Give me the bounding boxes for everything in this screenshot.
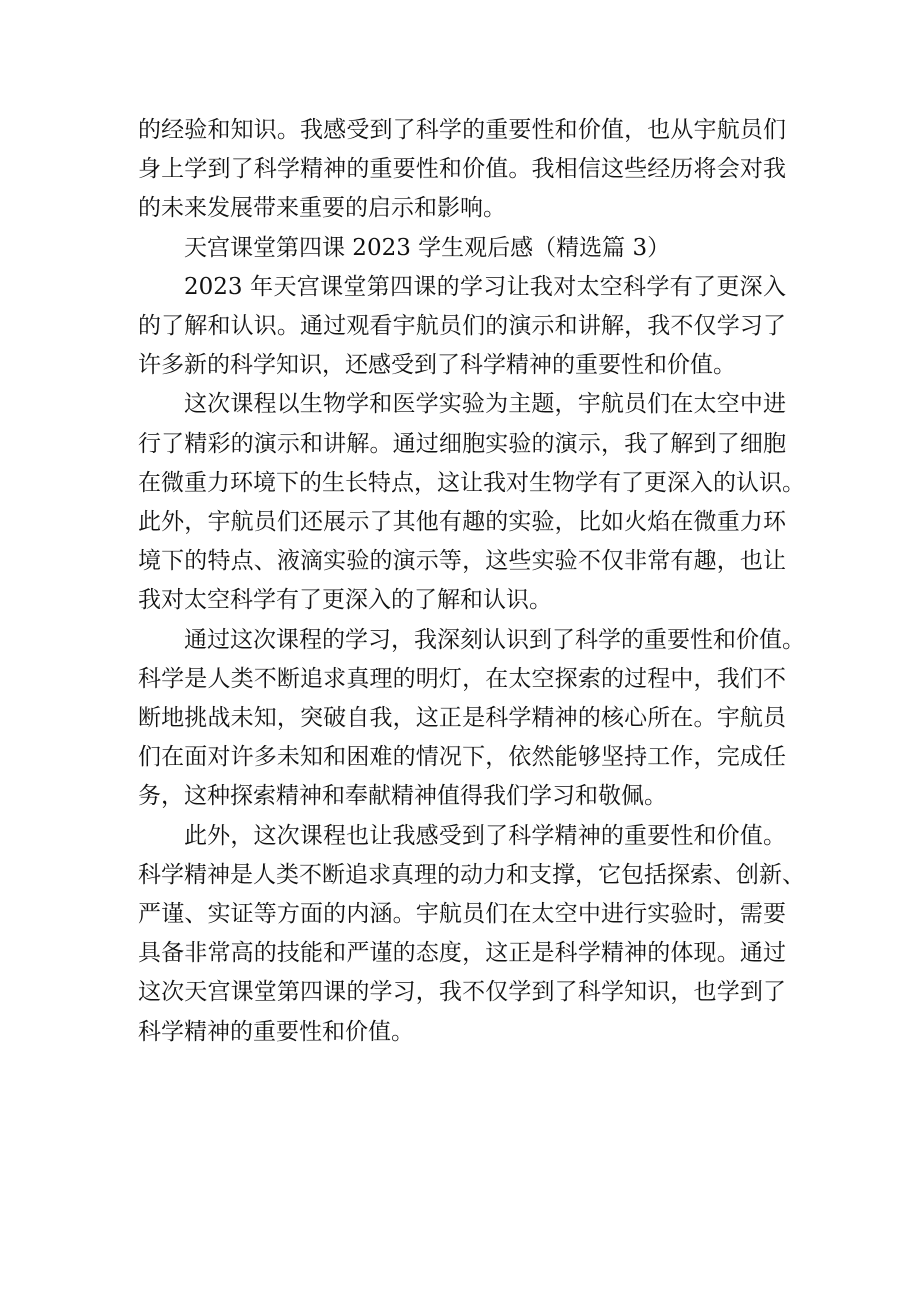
text-line: 在微重力环境下的生长特点，这让我对生物学有了更深入的认识。 bbox=[138, 469, 805, 496]
paragraph-2 bbox=[138, 385, 805, 620]
text-line: 具备非常高的技能和严谨的态度，这正是科学精神的体现。通过 bbox=[138, 940, 786, 967]
paragraph-3 bbox=[138, 621, 805, 817]
text-line: 务，这种探索精神和奉献精神值得我们学习和敬佩。 bbox=[138, 783, 667, 810]
section-title: 天宫课堂第四课 2023 学生观后感（精选篇 3） bbox=[184, 234, 671, 261]
text-line: 科学精神的重要性和价值。 bbox=[138, 1018, 414, 1045]
text-line: 的未来发展带来重要的启示和影响。 bbox=[138, 195, 506, 222]
text-line: 身上学到了科学精神的重要性和价值。我相信这些经历将会对我 bbox=[138, 156, 786, 183]
text-line: 行了精彩的演示和讲解。通过细胞实验的演示，我了解到了细胞 bbox=[138, 430, 786, 457]
text-line: 科学精神是人类不断追求真理的动力和支撑，它包括探索、创新、 bbox=[138, 861, 805, 888]
paragraph-1 bbox=[138, 268, 786, 386]
text-line: 2023 年天宫课堂第四课的学习让我对太空科学有了更深入 bbox=[184, 273, 786, 300]
text-line: 的了解和认识。通过观看宇航员们的演示和讲解，我不仅学习了 bbox=[138, 313, 786, 340]
text-line: 的经验和知识。我感受到了科学的重要性和价值，也从宇航员们 bbox=[138, 117, 786, 143]
text-line: 此外，这次课程也让我感受到了科学精神的重要性和价值。 bbox=[184, 822, 786, 849]
text-line: 这次天宫课堂第四课的学习，我不仅学到了科学知识，也学到了 bbox=[138, 979, 786, 1006]
text-line: 严谨、实证等方面的内涵。宇航员们在太空中进行实验时，需要 bbox=[138, 901, 786, 928]
text-line: 断地挑战未知，突破自我，这正是科学精神的核心所在。宇航员 bbox=[138, 705, 786, 732]
text-line: 境下的特点、液滴实验的演示等，这些实验不仅非常有趣，也让 bbox=[138, 548, 786, 575]
text-line: 通过这次课程的学习，我深刻认识到了科学的重要性和价值。 bbox=[184, 626, 805, 653]
paragraph-4 bbox=[138, 817, 805, 1052]
text-line: 科学是人类不断追求真理的明灯，在太空探索的过程中，我们不 bbox=[138, 665, 786, 692]
text-line: 此外，宇航员们还展示了其他有趣的实验，比如火焰在微重力环 bbox=[138, 509, 786, 536]
text-line: 们在面对许多未知和困难的情况下，依然能够坚持工作，完成任 bbox=[138, 744, 786, 771]
text-line: 我对太空科学有了更深入的了解和认识。 bbox=[138, 587, 552, 614]
document-body bbox=[138, 111, 805, 1052]
text-line: 许多新的科学知识，还感受到了科学精神的重要性和价值。 bbox=[138, 352, 736, 379]
text-line: 这次课程以生物学和医学实验为主题，宇航员们在太空中进 bbox=[184, 391, 786, 418]
continuation-paragraph bbox=[138, 111, 786, 229]
